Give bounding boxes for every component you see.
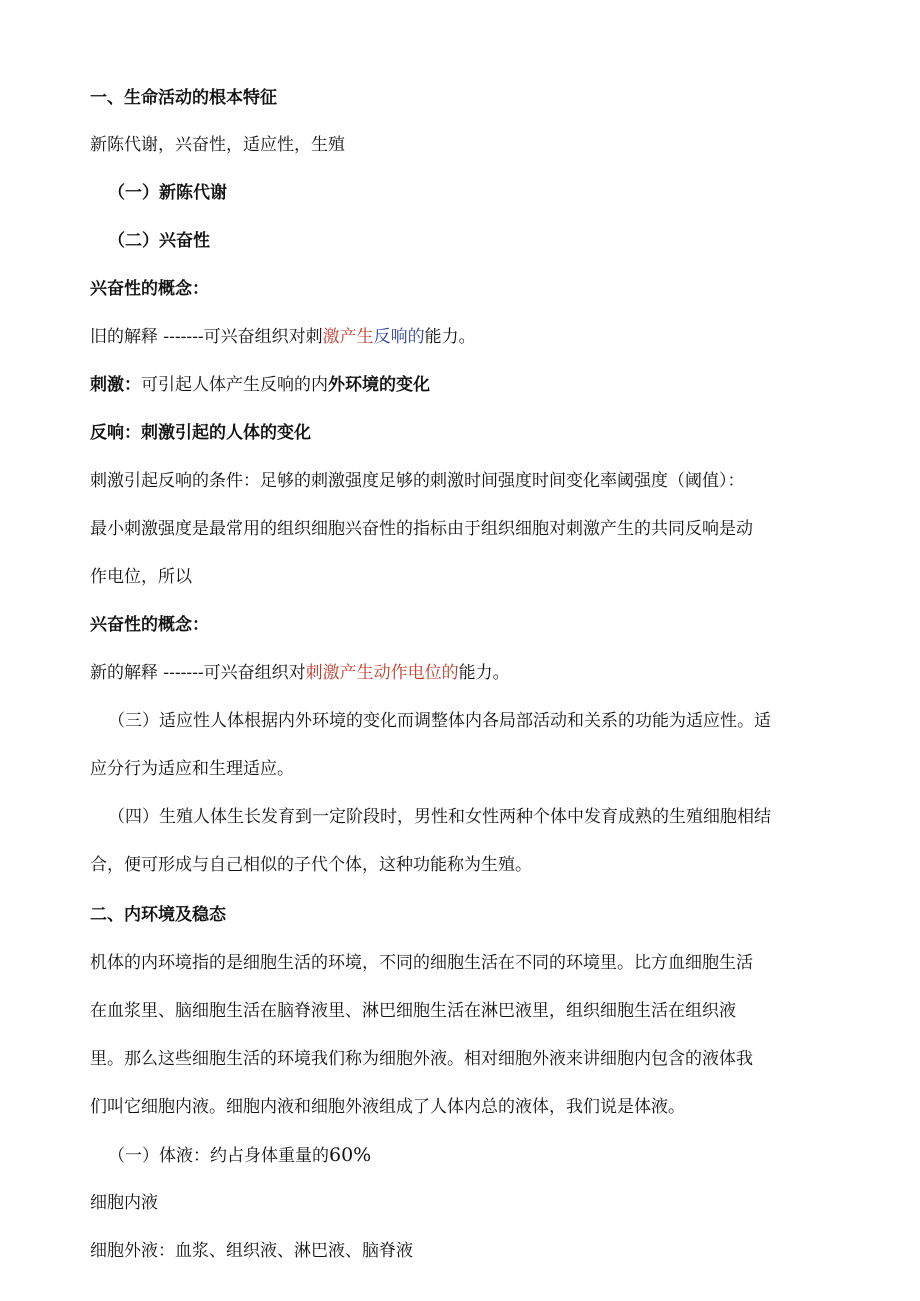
body-fluid-text: （一）体液：约占身体重量的 bbox=[108, 1146, 329, 1166]
old-def-text-d: 能力。 bbox=[424, 327, 476, 347]
new-def-text-c: 能力。 bbox=[458, 663, 510, 683]
stimulus-text-bold: 外环境的变化 bbox=[328, 375, 430, 395]
new-definition bbox=[90, 661, 510, 685]
environment-line-1: 机体的内环境指的是细胞生活的环境，不同的细胞生活在不同的环境里。比方血细胞生活 bbox=[90, 953, 753, 973]
environment-line-3: 里。那么这些细胞生活的环境我们称为细胞外液。相对细胞外液来讲细胞内包含的液体我 bbox=[90, 1049, 753, 1069]
condition-line-3: 作电位，所以 bbox=[90, 567, 192, 587]
paragraph-features: 新陈代谢，兴奋性，适应性，生殖 bbox=[90, 135, 345, 155]
response-definition: 反响：刺激引起的人体的变化 bbox=[90, 423, 311, 443]
extracellular-fluid: 细胞外液：血浆、组织液、淋巴液、脑脊液 bbox=[90, 1241, 413, 1261]
concept-heading-old: 兴奋性的概念： bbox=[90, 279, 209, 299]
new-def-text-a: 新的解释 -------可兴奋组织对 bbox=[90, 663, 306, 683]
intracellular-fluid: 细胞内液 bbox=[90, 1193, 158, 1213]
condition-line-2: 最小刺激强度是最常用的组织细胞兴奋性的指标由于组织细胞对刺激产生的共同反响是动 bbox=[90, 519, 753, 539]
adaptability-line-1: （三）适应性人体根据内外环境的变化而调整体内各局部活动和关系的功能为适应性。适 bbox=[108, 711, 771, 731]
reproduction-line-1: （四）生殖人体生长发育到一定阶段时，男性和女性两种个体中发育成熟的生殖细胞相结 bbox=[108, 807, 771, 827]
environment-line-2: 在血浆里、脑细胞生活在脑脊液里、淋巴细胞生活在淋巴液里，组织细胞生活在组织液 bbox=[90, 1001, 736, 1021]
condition-line-1: 刺激引起反响的条件：足够的刺激强度足够的刺激时间强度时间变化率阈强度（阈值）： bbox=[90, 471, 745, 491]
subheading-metabolism: （一）新陈代谢 bbox=[108, 183, 227, 203]
stimulus-definition bbox=[90, 373, 430, 397]
section-heading-2: 二、内环境及稳态 bbox=[90, 905, 226, 925]
stimulus-text: 可引起人体产生反响的内 bbox=[141, 375, 328, 395]
old-def-highlight-blue: 反响的 bbox=[373, 327, 425, 347]
section-heading-1: 一、生命活动的根本特征 bbox=[90, 88, 277, 108]
old-def-text-a: 旧的解释 -------可兴奋组织对刺 bbox=[90, 327, 323, 347]
old-def-highlight-red: 激产生 bbox=[322, 327, 374, 347]
body-fluid-line bbox=[108, 1143, 371, 1168]
reproduction-line-2: 合，便可形成与自己相似的子代个体，这种功能称为生殖。 bbox=[90, 855, 532, 875]
subheading-excitability: （二）兴奋性 bbox=[108, 231, 210, 251]
stimulus-term: 刺激： bbox=[90, 375, 141, 395]
new-def-highlight-red: 刺激产生动作电位的 bbox=[305, 663, 459, 683]
body-fluid-percent: 60% bbox=[329, 1144, 372, 1166]
environment-line-4: 们叫它细胞内液。细胞内液和细胞外液组成了人体内总的液体，我们说是体液。 bbox=[90, 1097, 685, 1117]
adaptability-line-2: 应分行为适应和生理适应。 bbox=[90, 759, 294, 779]
old-definition bbox=[90, 325, 476, 349]
concept-heading-new: 兴奋性的概念： bbox=[90, 615, 209, 635]
